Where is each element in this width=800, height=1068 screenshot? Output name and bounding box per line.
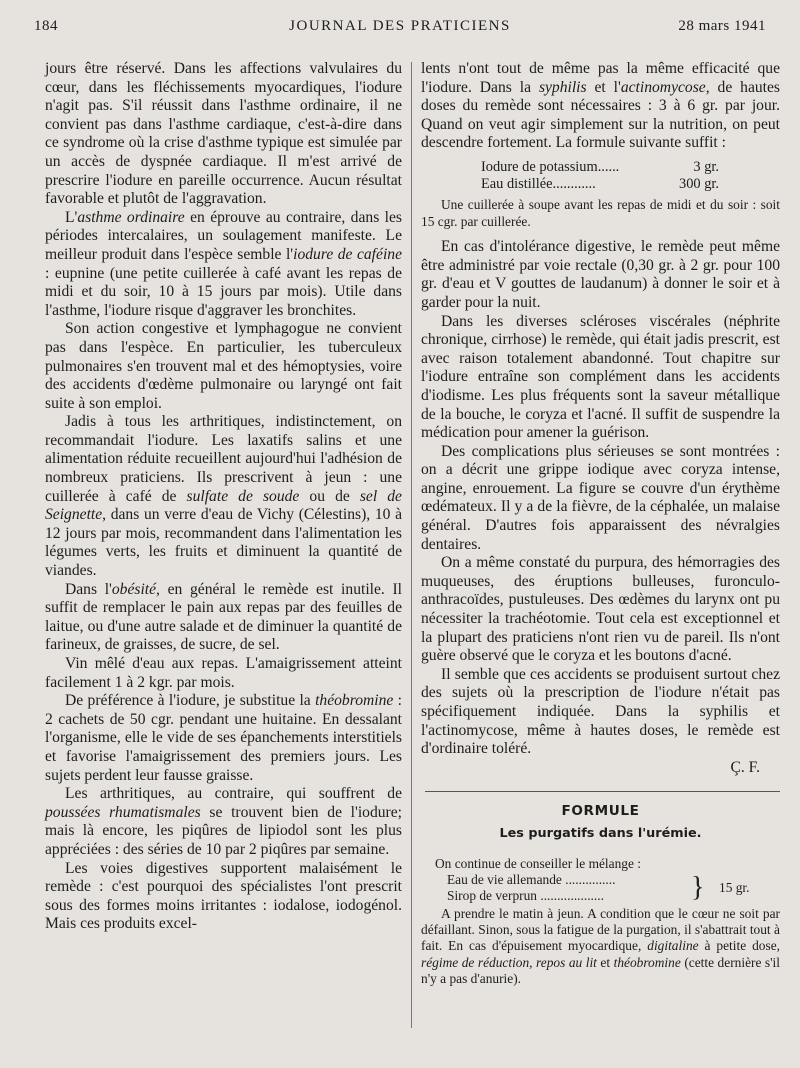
paragraph: Jadis à tous les arthritiques, indistinctement, on recommandait l'iodure. Les laxatifs salins et une alimentation réduite recueillent aujourd'hui l'adhésion de nombreux praticiens. Ils prescrivent à jeun : une cuillerée à café de sulfate de soude ou de sel de Seignette, dans un verre d'eau de Vichy (Célestins), 10 à 12 jours par mois, recommandent dans l'alimentation les légumes verts, les fruits et diminuent la quantité de viandes.: [45, 413, 402, 580]
paragraph: Dans l'obésité, en général le remède est inutile. Il suffit de remplacer le pain aux repas par des feuilles de laitue, ou d'une autre salade et de diminuer la quantité de farineux, de graisses, de sucre, de sel.: [45, 580, 403, 654]
paragraph: Des complications plus sérieuses se sont montrées : on a décrit une grippe iodique avec coryza intense, angine, enrouement. La figure se couvre d'un érythème œdémateux. Il y a de la fièvre, de la céphalée, un malaise général. D'autres fois apparaissent des névralgies dentaires.: [421, 442, 780, 553]
paragraph: On a même constaté du purpura, des hémorragies des muqueuses, des éruptions bulleuses, furonculo-anthracoïdes, pustuleuses. Des œdèmes du larynx ont pu nécessiter la trachéotomie. Tout cela est exceptionnel et la plupart des praticiens n'ont rien vu de pareil. Ils n'ont guère observé que le coryza et les boutons d'acné.: [421, 554, 780, 665]
author-signature: Ç. F.: [730, 758, 760, 776]
recipe-row: [481, 176, 719, 193]
paragraph: Il semble que ces accidents se produisent surtout chez des sujets où la prescription de l'iodure n'était pas spécifiquement indiquée. Dans la syphilis et l'actinomycose, même à hautes doses, le remède est d'ordinaire toléré.: [421, 665, 780, 758]
column-divider: [411, 62, 412, 1028]
paragraph: Son action congestive et lymphagogue ne convient pas dans l'espèce. En particulier, les tuberculeux pulmonaires s'en trouvent mal et des hémoptysies, voire des accidents d'œdème pulmonaire ou laryngé ont fait suite à son emploi.: [45, 320, 402, 412]
formule-ingredient: Sirop de verprun ...................: [447, 887, 604, 903]
paragraph: De préférence à l'iodure, je substitue la théobromine : 2 cachets de 50 cgr. pendant une huitaine. En dessalant l'organisme, elle le vide de ses épanchements interstitiels et favorise l'amaigrissement des premiers jours. Les sujets perdent leur fausse graisse.: [45, 692, 402, 784]
recipe-ingredient: Eau distillée............: [481, 175, 596, 192]
formule-note: A prendre le matin à jeun. A condition que le cœur ne soit par défaillant. Sinon, sous la fatigue de la purgation, il s'abattrait tout à fait. En cas d'épuisement myocardique, digitaline à petite dose, régime de réduction, repos au lit et théobromine (cette dernière s'il n'y a pas d'anurie).: [421, 905, 781, 987]
paragraph: L'asthme ordinaire en éprouve au contraire, dans les périodes intercalaires, un soulagement manifeste. Le meilleur produit dans l'espèce semble l'iodure de caféine : eupnine (une petite cuillerée à café avant les repas de midi et du soir, 10 à 15 jours par mois). Utile dans l'asthme, l'iodure risque d'aggraver les bronchites.: [45, 208, 402, 319]
paragraph: Vin mêlé d'eau aux repas. L'amaigrissement atteint facilement 1 à 2 kgr. par mois.: [45, 655, 402, 691]
recipe-row: [481, 159, 719, 176]
formule-box: [421, 802, 780, 987]
brace-icon: }: [691, 871, 705, 903]
formule-intro: On continue de conseiller le mélange :: [435, 855, 641, 871]
section-divider: [425, 791, 780, 792]
left-column: [45, 60, 402, 934]
recipe-quantity: 300 gr.: [679, 175, 719, 192]
paragraph: Dans les diverses scléroses viscérales (néphrite chronique, cirrhose) le remède, qui était jadis prescrit, est avec raison totalement abandonné. Tout chapitre sur l'iodure entraîne son complément dans les accidents d'iodisme. Les plus fréquents sont la saveur métallique de la bouche, le coryza et l'acné. Il suffit de suspendre la médication pour amener la guérison.: [421, 312, 780, 442]
issue-date: 28 mars 1941: [678, 18, 766, 34]
recipe-note: Une cuillerée à soupe avant les repas de midi et du soir : soit 15 cgr. par cuillerée.: [421, 196, 780, 229]
formule-ingredients: [421, 872, 780, 904]
formule-title: FORMULE: [561, 803, 640, 820]
recipe-ingredient: Iodure de potassium......: [481, 158, 620, 175]
paragraph: En cas d'intolérance digestive, le remède peut même être administré par voie rectale (0,30 gr. à 2 gr. pour 100 gr. d'eau et V gouttes de laudanum) à donner le soir et à garder pour la nuit.: [421, 238, 780, 311]
recipe: [421, 159, 780, 193]
formule-dose: 15 gr.: [719, 879, 750, 895]
paragraph: Les arthritiques, au contraire, qui souffrent de poussées rhumatismales se trouvent bien de l'iodure; mais là encore, les piqûres de lipiodol sont les plus appréciées : des séries de 10 par 2 piqûres par semaine.: [45, 785, 402, 858]
formule-ingredient: Eau de vie allemande ...............: [447, 871, 616, 887]
right-column: [421, 60, 780, 988]
paragraph: lents n'ont tout de même pas la même efficacité que l'iodure. Dans la syphilis et l'actinomycose, de hautes doses du remède sont nécessaires : 3 à 6 gr. par jour. Quand on veut agir simplement sur la nutrition, on peut descendre fortement. La formule suivante suffit :: [421, 60, 780, 152]
page-header: [34, 18, 766, 40]
formule-subtitle: Les purgatifs dans l'urémie.: [499, 825, 702, 841]
journal-title: JOURNAL DES PRATICIENS: [289, 18, 511, 34]
paragraph: Les voies digestives supportent malaisément le remède : c'est pourquoi des spécialistes l'ont prescrit sous des formes moins irritantes : iodalose, iodogénol. Mais ces produits excel-: [45, 859, 402, 933]
paragraph: jours être réservé. Dans les affections valvulaires du cœur, dans les fléchissements myocardiques, l'iodure n'agit pas. S'il réussit dans l'asthme ordinaire, il ne convient pas dans l'asthme cardiaque, c'est-à-dire dans ce syndrome où la crise d'asthme typique est simulée par un accès de dyspnée cardiaque. Il m'est arrivé de prescrire l'iodure en pareille occurrence. Aucun résultat favorable et plutôt de l'aggravation.: [45, 60, 402, 208]
page-number: 184: [34, 18, 58, 34]
recipe-quantity: 3 gr.: [693, 158, 719, 175]
